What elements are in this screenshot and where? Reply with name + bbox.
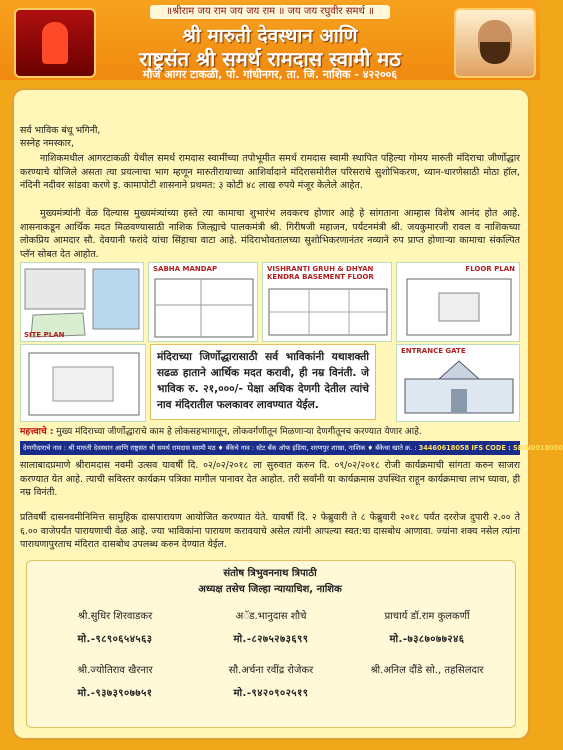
member-3 — [342, 604, 512, 645]
entrance-gate-label: ENTRANCE GATE — [401, 347, 466, 355]
sabha-mandap-drawing — [151, 275, 257, 341]
paragraph-ramdas-navami: सालाबादप्रमाणे श्रीरामदास नवमी उत्सव यावर्षी दि. ०२/०२/२०१८ ला सुरुवात करुन दि. ०९/०२/२०१८ रोजी कार्यक्रमाची सांगता करुन साजरा करण्यात येत आहे. त्याची सविस्तर कार्यक्रम पत्रिका मागील पानावर देत आहोत. तरी सर्वांनी या कार्यक्रमास उपस्थित राहून कार्यक्रमाचा लाभ घ्यावा, ही नम्र विनंती. — [20, 460, 520, 499]
paragraph-renovation: नाशिकमधील आगरटाकळी येथील समर्थ रामदास स्वामींच्या तपोभूमीत समर्थ रामदास स्वामी स्थापित पहिल्या गोमय मारुती मंदिराचा जीर्णोद्धार करण्याचे योजिले असता त्या प्रयत्नाचा भाग म्हणून मारुतीरायाच्या आशिर्वादाने मंदिरासमोरील परिसराचे सुशोभिकरण, ध्यान-धारणेसाठी मोठा हॉल, नंदिनी नदीवर सांडवा करणे इ. कामापोटी शासनाने प्रथमत: ३ कोटी ४८ लाख रुपये मंजूर केलेले आहेत. — [20, 153, 520, 192]
saint-beard — [480, 42, 510, 64]
idol-figure — [42, 22, 68, 64]
bank-details-text: देणगीदाराचे नाव : श्री मारुती देवस्थान आणि राष्ट्रसंत श्री समर्थ रामदास स्वामी मठ ♦ बँकेचे नाव : स्टेट बँक ऑफ इंडिया, शरणपुर शाखा, नाशिक ♦ बँकेचा खाते क्र. : — [23, 444, 417, 452]
site-plan-image — [20, 262, 144, 342]
floor-plan-drawing — [399, 275, 519, 339]
floor-plan-label: FLOOR PLAN — [465, 265, 515, 273]
donation-appeal-box: मंदिराच्या जिर्णोद्धारासाठी सर्व भाविकांनी यथाशक्ती सढळ हाताने आर्थिक मदत करावी, ही नम्र विनंती. जे भाविक रु. २१,०००/- पेक्षा अधिक देणगी देतील त्यांचे नाव मंदिरातील फलकावर लावण्यात येईल. — [150, 344, 376, 420]
sabha-mandap-label: SABHA MANDAP — [153, 265, 218, 273]
bank-account-ifsc: 34460618058 IFS CODE : SBIN0018050 — [418, 444, 563, 452]
member-2 — [186, 604, 356, 645]
greeting-line2: सस्नेह नमस्कार, — [20, 138, 74, 149]
ground-plan-image — [20, 344, 146, 422]
member-name: सौ.अर्चना रवींद्र रोजेकर — [228, 665, 314, 676]
site-plan-label: SITE PLAN — [24, 331, 65, 339]
title-line1: श्री मारुती देवस्थान आणि — [182, 25, 358, 47]
vishranti-gruh-label: VISHRANTI GRUH & DHYAN KENDRA BASEMENT FLOOR — [267, 265, 374, 281]
entrance-gate-image — [396, 344, 520, 422]
member-phone: मो.-७३८७०७७२४६ — [389, 634, 465, 645]
member-phone: मो.-९३७३९०७७५१ — [77, 688, 153, 699]
member-1 — [30, 604, 200, 645]
member-name: प्राचार्य डॉ.राम कुलकर्णी — [384, 611, 470, 622]
important-note — [20, 424, 520, 437]
member-phone: मो.-९८९०६५४५६३ — [77, 634, 153, 645]
sabha-mandap-image — [148, 262, 258, 342]
vishranti-gruh-drawing — [265, 287, 391, 339]
president-title: अध्यक्ष तसेच जिल्हा न्यायाधिश, नाशिक — [198, 584, 342, 595]
member-phone: मो.-९४२०९०२५१९ — [233, 688, 309, 699]
site-plan-drawing — [23, 265, 143, 341]
entrance-gate-drawing — [399, 357, 519, 419]
note-label: महत्त्वाचे : — [20, 427, 54, 437]
member-name: श्री.अनिल दौंडे सो., तहसिलदार — [370, 665, 484, 676]
paragraph-inauguration: मुख्यमंत्र्यांनी वेळ दिल्यास मुख्यमंत्र्यांच्या हस्ते त्या कामाचा शुभारंभ लवकरच होणार आहे हे सांगताना आम्हास विशेष आनंद होत आहे. शासनाकडून आर्थिक मदत मिळवण्यासाठी नाशिक जिल्ह्याचे पालकमंत्री श्री. गिरीषजी महाजन, पर्यटनमंत्री श्री. जयकुमारजी रावल व नाशिकच्या लोकप्रिय आमदार सौ. देवयानी फरांदे यांचा सिंहाचा वाटा आहे. मंदिराभोवतालच्या सुशोभिकरणानंतर नव्याने रुप प्राप्त होणाऱ्या कामाचा संकल्पित प्लॅन सोबत देत आहोत. — [20, 208, 520, 260]
header-slogan: ॥श्रीराम जय राम जय जय राम ॥ जय जय रघुवीर समर्थ ॥ — [150, 5, 390, 19]
ground-plan-drawing — [23, 347, 145, 421]
member-name: अॅड.भानुदास शौचे — [235, 611, 307, 622]
member-4 — [30, 658, 200, 699]
president-name: संतोष त्रिभुवननाथ त्रिपाठी — [223, 568, 317, 579]
member-name: श्री.ज्योतिराव खैरनार — [77, 665, 153, 676]
member-phone: मो.-८२७५२७३६९९ — [233, 634, 309, 645]
floor-plan-image — [396, 262, 520, 342]
note-text: मुख्य मंदिराच्या जीर्णोद्धाराचे काम हे लोकसहभागातून, लोकवर्गणीतून मिळणाऱ्या देणगीतूनच करण्यात येणार आहे. — [56, 427, 422, 437]
bank-details-bar — [20, 441, 563, 455]
greeting-line1: सर्व भाविक बंधू भगिनी, — [20, 125, 101, 136]
paragraph-parayan: प्रतिवर्षी दासनवमीनिमित्त सामुहिक दासपारायण आयोजित करण्यात येते. यावर्षी दि. २ फेब्रुवारी ते ८ फेब्रुवारी २०१८ पर्यंत दररोज दुपारी २.०० ते ६.०० वाजेपर्यंत पारायणाची वेळ आहे. ज्या भाविकांना पारायण करावयाचे असेल त्यांनी आपल्या स्वत:चा दासबोध आणावा. ज्यांना शक्य नसेल त्यांना पारायणापुरताच मंदिरात दासबोध उपलब्ध करुन देण्यात येईल. — [20, 512, 520, 551]
address-line: मौजे आगर टाकळी, पो. गांधीनगर, ता. जि. नाशिक - ४२२००६ — [142, 68, 398, 81]
member-5 — [186, 658, 356, 699]
title-line2: राष्ट्रसंत श्री समर्थ रामदास स्वामी मठ — [139, 47, 401, 71]
member-6 — [342, 658, 512, 685]
member-name: श्री.सुधिर शिरवाडकर — [77, 611, 153, 622]
vishranti-gruh-image — [262, 262, 392, 342]
